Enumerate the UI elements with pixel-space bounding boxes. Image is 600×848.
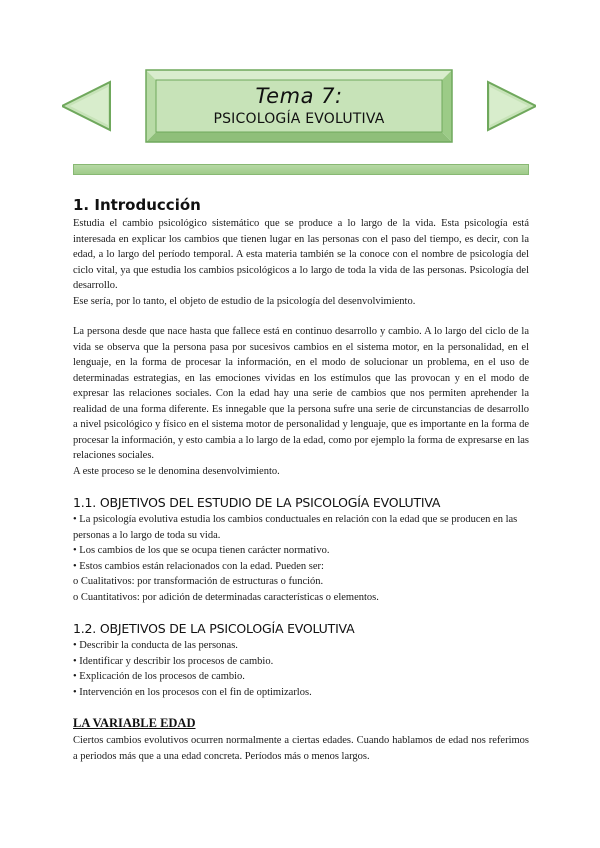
title-banner: [62, 68, 536, 144]
list-item: • Los cambios de los que se ocupa tienen carácter normativo.: [73, 545, 330, 556]
section-1-2-heading: 1.2. OBJETIVOS DE LA PSICOLOGÍA EVOLUTIVA: [73, 621, 355, 636]
list-item: • Explicación de los procesos de cambio.: [73, 671, 245, 682]
section-1-1-heading: 1.1. OBJETIVOS DEL ESTUDIO DE LA PSICOLOGÍA EVOLUTIVA: [73, 495, 441, 510]
list-item: • La psicología evolutiva estudia los cambios conductuales en relación con la edad que se producen en las personas a lo largo de toda su vida.: [73, 514, 518, 541]
document-body: [73, 196, 529, 764]
section-divider-bar: [73, 164, 529, 175]
section-1-1-list: [73, 512, 529, 605]
document-title: Tema 7:: [255, 84, 343, 108]
list-item: • Intervención en los procesos con el fin de optimizarlos.: [73, 686, 312, 698]
list-item: • Estos cambios están relacionados con la edad. Pueden ser:: [73, 560, 324, 572]
list-item: • Identificar y describir los procesos de cambio.: [73, 655, 274, 667]
intro-paragraph-1: Estudia el cambio psicológico sistemático que se produce a lo largo de la vida. Esta psicología está interesada en explicar los cambios que tienen lugar en las personas con el paso del tiempo, es decir, con la edad, a lo largo del período temporal. A esta materia también se la conoce con el nombre de psicología del ciclo vital, ya que estudia los cambios psicológicos a lo largo de toda la vida de las personas. Psicología del desarrollo.: [73, 218, 529, 291]
intro-heading: 1. Introducción: [73, 196, 201, 214]
variable-edad-paragraph: Ciertos cambios evolutivos ocurren normalmente a ciertas edades. Cuando hablamos de edad nos referimos a periodos más que a una edad concreta. Períodos más o menos largos.: [73, 735, 529, 762]
list-item: • Describir la conducta de las personas.: [73, 640, 238, 651]
section-1-2-list: [73, 638, 529, 700]
intro-paragraph-4: A este proceso se le denomina desenvolvimiento.: [73, 465, 280, 477]
document-subtitle: PSICOLOGÍA EVOLUTIVA: [213, 111, 385, 127]
list-item: o Cuantitativos: por adición de determinadas características o elementos.: [73, 591, 379, 603]
list-item: o Cualitativos: por transformación de estructuras o función.: [73, 576, 324, 587]
variable-edad-heading: LA VARIABLE EDAD: [73, 716, 196, 730]
intro-paragraph-2: Ese sería, por lo tanto, el objeto de estudio de la psicología del desenvolvimiento.: [73, 295, 416, 307]
intro-paragraph-3: La persona desde que nace hasta que fallece está en continuo desarrollo y cambio. A lo largo del ciclo de la vida se observa que la persona pasa por sucesivos cambios en el sistema motor, en la personalidad, en el lenguaje, en la forma de procesar la información, en el modo de solucionar un problema, en el uso de determinadas estrategias, en las emociones vividas en los estímulos que las provocan y en el modo de expresar las relaciones sociales. Con la edad hay una serie de cambios que nos permiten aprehender la realidad de una forma diferente. Es innegable que la persona sufre una serie de circunstancias de desarrollo a nivel psicológico y físico en el sistema motor de personalidad y lenguaje, que es importante en la forma de procesar la información, y esto cambia a lo largo de la edad, como por ejemplo la forma de expresarse en las relaciones sociales.: [73, 326, 529, 461]
